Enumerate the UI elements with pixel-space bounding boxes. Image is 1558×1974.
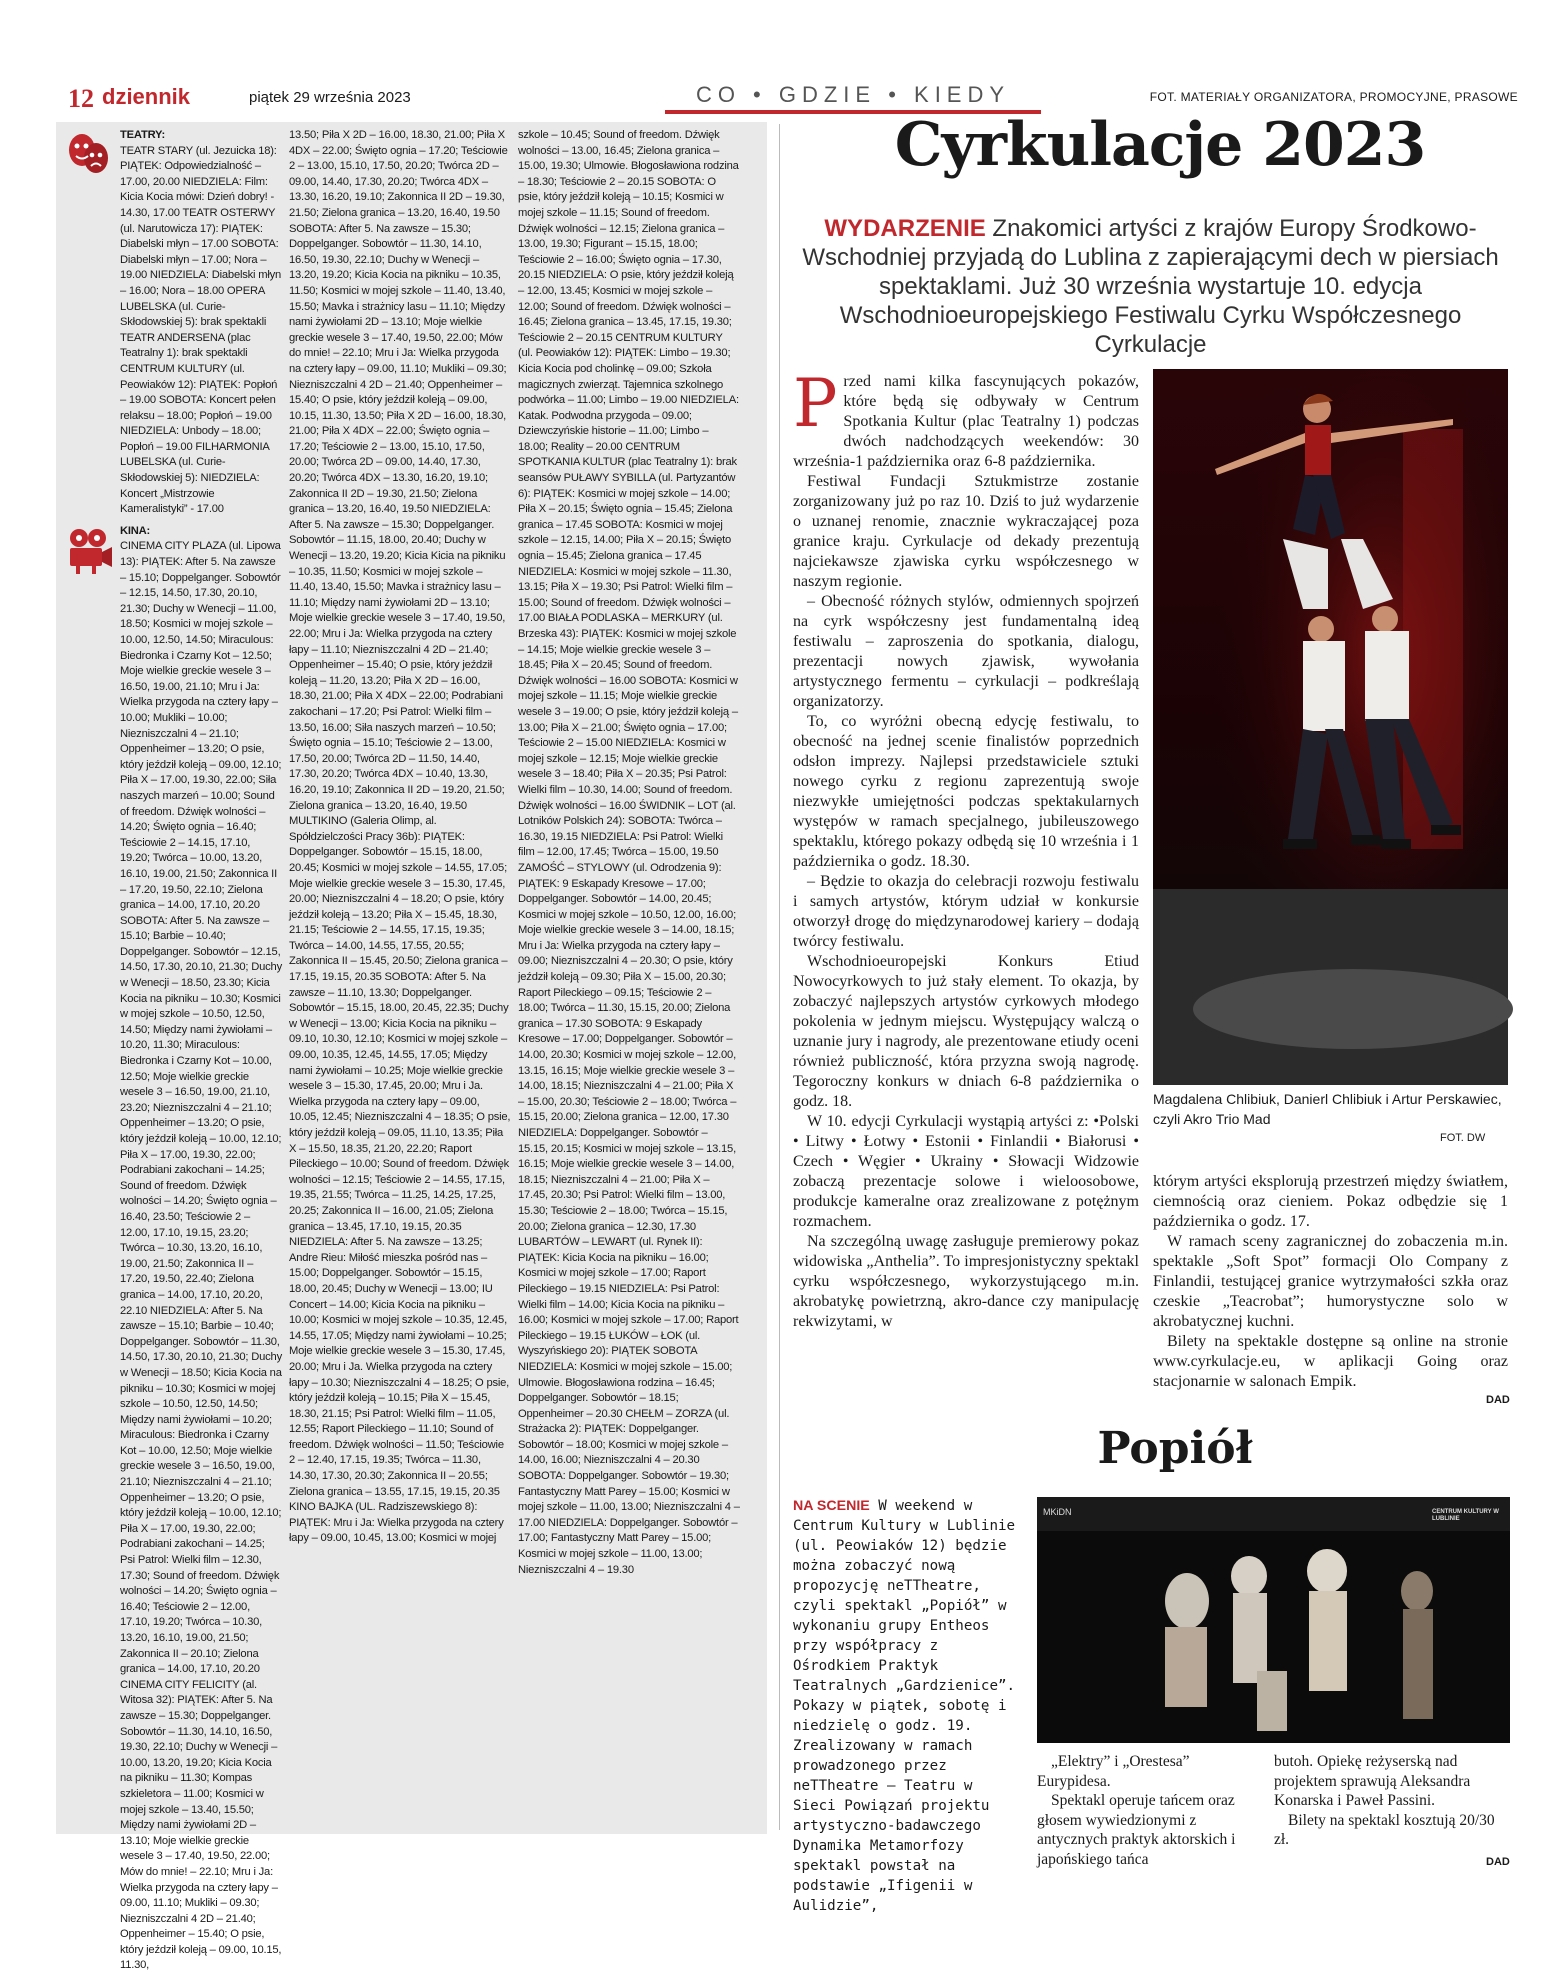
article-paragraph: którym artyści eksplorują przestrzeń między światłem, ciemnością oraz cieniem. Pokaz odbędzie się 1 października o godz. 17. (1153, 1173, 1508, 1230)
article-2-body (793, 1496, 1019, 1916)
acrobats-photo (1153, 369, 1508, 1085)
listings-column-1 (60, 128, 282, 1972)
article-paragraph: Bilety na spektakle dostępne są online na stronie www.cyrkulacje.eu, w aplikacji Going oraz stacjonarnie w salonach Empik. (1153, 1333, 1508, 1390)
article-2-body-col2 (1037, 1752, 1262, 1869)
article-2-paragraph: butoh. Opiekę reżyserską nad projektem sprawują Aleksandra Konarska i Paweł Passini. (1274, 1753, 1471, 1809)
article-paragraph: Festiwal Fundacji Sztukmistrze zostanie zorganizowany już po raz 10. Dziś to już wydarzenie o uznanej renomie, znacznie wykraczającej poza granice kraju. Cyrkulacje od dekady prezentują najciekawsze zjawiska cyrku współczesnego w naszym regionie. (793, 473, 1139, 590)
article-kicker: WYDARZENIE (824, 215, 986, 242)
newspaper-logo: dziennik (102, 84, 191, 109)
article-2-paragraph: NA SCENIE W weekend w Centrum Kultury w Lublinie (ul. Peowiaków 12) będzie można zobaczyć nową propozycję neTTheatre, czyli spektakl „Popiół” w wykonaniu grupy Entheos przy współpracy z Ośrodkiem Praktyk Teatralnych „Gardzienice”. Pokazy w piątek, sobotę i niedzielę o godz. 19. Zrealizowany w ramach prowadzonego przez neTTheatre – Teatru w Sieci Powiązań projektu artystyczno-badawczego Dynamika Metamorfozy spektakl powstał na podstawie „Ifigenii w Aulidzie”, (793, 1498, 1016, 1914)
article-paragraph: W 10. edycji Cyrkulacji wystąpią artyści z: •Polski • Litwy • Łotwy • Estonii • Finlandii • Białorusi • Czech • Węgier • Ukrainy • Słowacji Widzowie zobaczą prezentacje solowe i wieloosobowe, produkcje kameralne oraz zrealizowane z potężnym rozmachem. (793, 1113, 1139, 1230)
article-paragraph: Na szczególną uwagę zasługuje premierowy pokaz widowiska „Anthelia”. To impresjonistyczny spektakl cyrku współczesnego, wykorzystującego m.in. akrobatykę powietrzną, akro-dance czy manipulację rekwizytami, w (793, 1233, 1139, 1330)
listings-column-3: szkole – 10.45; Sound of freedom. Dźwięk wolności – 13.00, 16.45; Zielona granica – 15.00, 19.30; Ulmowie. Błogosławiona rodzina – 18.30; Teściowie 2 – 20.15 SOBOTA: O psie, który jeździł koleją – 10.15; Kosmici w mojej szkole – 11.15; Sound of freedom. Dźwięk wolności – 12.15; Zielona granica – 13.00, 19.30; Figurant – 15.15, 18.00; Teściowie 2 – 16.00; Święto ognia – 17.30, 20.15 NIEDZIELA: O psie, który jeździł koleją – 12.00, 13.45; Kosmici w mojej szkole – 12.00; Sound of freedom. Dźwięk wolności – 16.45; Zielona granica – 13.45, 17.15, 19.30; Teściowie 2 – 20.15 CENTRUM KULTURY (ul. Peowiaków 12): PIĄTEK: Limbo – 19.30; Kicia Kocia pod cholinkę – 09.00; Szkoła magicznych zwierząt. Tajemnica szkolnego podwórka – 11.00; Limbo – 19.00 NIEDZIELA: Katak. Podwodna przygoda – 09.00; Dziewczyńskie historie – 11.00; Limbo – 18.00; Reality – 20.00 CENTRUM SPOTKANIA KULTUR (plac Teatralny 1): brak seansów PUŁAWY SYBILLA (ul. Partyzantów 6): PIĄTEK: Kosmici w mojej szkole – 14.00; Piła X – 20.15; Święto ognia – 15.45; Zielona granica – 17.45 SOBOTA: Kosmici w mojej szkole – 12.15, 14.00; Piła X – 20.15; Święto ognia – 15.45; Zielona granica – 17.45 NIEDZIELA: Kosmici w mojej szkole – 11.30, 13.15; Piła X – 19.30; Psi Patrol: Wielki film – 15.00; Sound of freedom. Dźwięk wolności – 17.00 BIAŁA PODLASKA – MERKURY (ul. Brzeska 43): PIĄTEK: Kosmici w mojej szkole – 14.15; Moje wielkie greckie wesele 3 – 18.45; Piła X – 20.45; Sound of freedom. Dźwięk wolności – 16.00 SOBOTA: Kosmici w mojej szkole – 11.15; Moje wielkie greckie wesele 3 – 19.00; O psie, który jeździł koleją – 13.00; Piła X – 21.00; Święto ognia – 17.00; Teściowie 2 – 15.00 NIEDZIELA: Kosmici w mojej szkole – 12.15; Moje wielkie greckie wesele 3 – 18.40; Piła X – 20.35; Psi Patrol: Wielki film – 10.30, 14.00; Sound of freedom. Dźwięk wolności – 16.00 ŚWIDNIK – LOT (al. Lotników Polskich 24): SOBOTA: Twórca – 16.30, 19.15 NIEDZIELA: Psi Patrol: Wielki film – 12.00, 17.45; Twórca – 15.00, 19.50 ZAMOŚĆ – STYLOWY (ul. Odrodzenia 9): PIĄTEK: 9 Eskapady Kresowe – 17.00; Doppelganger. Sobowtór – 14.00, 20.45; Kosmici w mojej szkole – 10.50, 12.00, 16.00; Moje wielkie greckie wesele 3 – 14.00, 18.15; Mru i Ja: Wielka przygoda na cztery łapy – 09.00; Niezniszczalni 4 – 20.30; O psie, który jeździł koleją – 09.30; Piła X – 15.00, 20.30; Raport Pileckiego – 09.15; Teściowie 2 – 18.00; Twórca – 11.30, 15.15, 20.00; Zielona granica – 17.30 SOBOTA: 9 Eskapady Kresowe – 17.00; Doppelganger. Sobowtór – 14.00, 20.30; Kosmici w mojej szkole – 12.00, 13.15, 16.15; Moje wielkie greckie wesele 3 – 14.00, 18.15; Niezniszczalni 4 – 21.00; Piła X – 15.00, 20.30; Teściowie 2 – 18.00; Twórca – 15.15, 20.00; Zielona granica – 12.00, 17.30 NIEDZIELA: Doppelganger. Sobowtór – 15.15, 20.15; Kosmici w mojej szkole – 13.15, 16.15; Moje wielkie greckie wesele 3 – 14.00, 18.15; Niezniszczalni 4 – 21.00; Piła X – 17.45, 20.30; Psi Patrol: Wielki film – 13.00, 15.30; Teściowie 2 – 18.00; Twórca – 15.15, 20.00; Zielona granica – 12.30, 17.30 LUBARTÓW – LEWART (ul. Rynek II): PIĄTEK: Kicia Kocia na pikniku – 16.00; Kosmici w mojej szkole – 17.00; Raport Pileckiego – 19.15 NIEDZIELA: Psi Patrol: Wielki film – 14.00; Kicia Kocia na pikniku – 16.00; Kosmici w mojej szkole – 17.00; Raport Pileckiego – 19.15 ŁUKÓW – ŁOK (ul. Wyszyńskiego 20): PIĄTEK SOBOTA NIEDZIELA: Kosmici w mojej szkole – 15.00; Ulmowie. Błogosławiona rodzina – 16.45; Doppelganger. Sobowtór – 18.15; Oppenheimer – 20.30 CHEŁM – ZORZA (ul. Strażacka 2): PIĄTEK: Doppelganger. Sobowtór – 18.00; Kosmici w mojej szkole – 14.00, 16.00; Niezniszczalni 4 – 20.30 SOBOTA: Doppelganger. Sobowtór – 19.30; Fantastyczny Matt Parey – 15.00; Kosmici w mojej szkole – 11.00, 13.00; Niezniszczalni 4 – 17.00 NIEDZIELA: Doppelganger. Sobowtór – 17.00; Fantastyczny Matt Parey – 15.00; Kosmici w mojej szkole – 11.00, 13.00; Niezniszczalni 4 – 19.30 (518, 129, 740, 1576)
article-body (793, 365, 1139, 1332)
sponsor-banner (1037, 1497, 1510, 1531)
photo-credit: FOT. DW (1440, 1132, 1486, 1144)
film-projector-icon (64, 526, 114, 576)
listings-panel (56, 122, 767, 1972)
page-header (68, 82, 1518, 113)
drop-cap: P (793, 365, 838, 442)
article-paragraph: Wschodnioeuropejski Konkurs Etiud Nowocyrkowych to już stały element. To okazja, by zobaczyć najlepszych artystów cyrkowych młodego pokolenia w jednym miejscu. Występujący walczą o uznanie jury i nagrody, ale prezentowane etiudy oceni również publiczność, która przyzna swoją nagrodę. Tegoroczny konkurs w dniach 6-8 października o godz. 18. (793, 953, 1139, 1110)
cinemas-heading: KINA: (120, 524, 151, 537)
cinemas-listing: CINEMA CITY PLAZA (ul. Lipowa 13): PIĄTEK: After 5. Na zawsze – 15.10; Doppelganger. Sobowtór – 12.15, 14.50, 17.30, 20.10, 21.30; Duchy w Wenecji – 11.00, 18.50; Kosmici w mojej szkole – 10.00, 12.50, 14.50; Miraculous: Biedronka i Czarny Kot – 12.50; Moje wielkie greckie wesele 3 – 16.50, 19.00, 21.10; Mru i Ja: Wielka przygoda na cztery łapy – 10.00; Mukliki – 10.00; Niezniszczalni 4 – 21.10; Oppenheimer – 13.20; O psie, który jeździł koleją – 09.00, 12.10; Piła X – 17.00, 19.30, 22.00; Siła naszych marzeń – 10.00; Sound of freedom. Dźwięk wolności – 14.20; Święto ognia – 16.40; Teściowie 2 – 14.15, 17.10, 19.20; Twórca – 10.00, 13.20, 16.10, 19.00, 21.50; Zakonnica II – 17.20, 19.50, 22.10; Zielona granica – 14.00, 17.10, 20.20 SOBOTA: After 5. Na zawsze – 15.10; Barbie – 10.40; Doppelganger. Sobowtór – 12.15, 14.50, 17.30, 20.10, 21.30; Duchy w Wenecji – 18.50, 23.30; Kicia Kocia na pikniku – 10.30; Kosmici w mojej szkole – 10.50, 12.50, 14.50; Między nami żywiołami – 10.20, 11.30; Miraculous: Biedronka i Czarny Kot – 10.00, 12.50; Moje wielkie greckie wesele 3 – 16.50, 19.00, 21.10, 23.20; Niezniszczalni 4 – 21.10; Oppenheimer – 13.20; O psie, który jeździł koleją – 10.00, 12.10; Piła X – 17.00, 19.30, 22.00; Podrabiani zakochani – 14.25; Sound of freedom. Dźwięk wolności – 14.20; Święto ognia – 16.40, 23.50; Teściowie 2 – 12.00, 17.10, 19.15, 23.20; Twórca – 10.30, 13.20, 16.10, 19.00, 21.50; Zakonnica II – 17.20, 19.50, 22.40; Zielona granica – 14.00, 17.10, 20.20, 22.10 NIEDZIELA: After 5. Na zawsze – 15.10; Barbie – 10.40; Doppelganger. Sobowtór – 11.30, 14.50, 17.30, 20.10, 21.30; Duchy w Wenecji – 18.50; Kicia Kocia na pikniku – 10.30; Kosmici w mojej szkole – 10.50, 12.50, 14.50; Między nami żywiołami – 10.20; Miraculous: Biedronka i Czarny Kot – 10.00, 12.50; Moje wielkie greckie wesele 3 – 16.50, 19.00, 21.10; Niezniszczalni 4 – 21.10; Oppenheimer – 13.20; O psie, który jeździł koleją – 10.00, 12.10; Piła X – 17.00, 19.30, 22.00; Podrabiani zakochani – 14.25; Psi Patrol: Wielki film – 12.30, 17.30; Sound of freedom. Dźwięk wolności – 14.20; Święto ognia – 16.40; Teściowie 2 – 12.00, 17.10, 19.20; Twórca – 10.30, 13.20, 16.10, 19.00, 21.50; Zakonnica II – 20.10; Zielona granica – 14.00, 17.10, 20.20 CINEMA CITY FELICITY (al. Witosa 32): PIĄTEK: After 5. Na zawsze – 15.30; Doppelganger. Sobowtór – 11.30, 14.10, 16.50, 19.30, 22.10; Duchy w Wenecji – 10.00, 13.20, 19.20; Kicia Kocia na pikniku – 11.30; Kompas szkieletora – 11.00; Kosmici w mojej szkole – 13.40, 15.50; Między nami żywiołami 2D – 13.10; Moje wielkie greckie wesele 3 – 17.40, 19.50, 22.00; Mów do mnie! – 22.10; Mru i Ja: Wielka przygoda na cztery łapy – 09.00, 11.10; Mukliki – 09.30; Niezniszczalni 4 2D – 21.40; Oppenheimer – 15.40; O psie, który jeździł koleją – 09.00, 10.15, 11.30, (120, 540, 282, 1972)
article-2-body-col3 (1274, 1752, 1510, 1850)
article-paragraph: – Będzie to okazja do celebracji rozwoju festiwalu i samych artystów, którym udział w konkursie otworzył drogę do międzynarodowej kariery – dodają twórcy festiwalu. (793, 873, 1139, 950)
article-2-paragraph: Bilety na spektakl kosztują 20/30 zł. (1274, 1811, 1495, 1848)
popiol-photo (1037, 1497, 1510, 1743)
article-2-paragraph: Spektakl operuje tańcem oraz głosem wywiedzionymi z antycznych praktyk aktorskich i japońskiego tańca (1037, 1792, 1236, 1868)
article-title: Cyrkulacje 2023 (894, 110, 1426, 180)
article-paragraph: – Obecność różnych stylów, odmiennych spojrzeń na cyrk współczesny jest fundamentalną ideą festiwalu – zaproszenia do spotkania, dialogu, prezentacji nowych zjawisk, wywołania artystycznego fermentu – cyrkulacji – podkreślają organizatorzy. (793, 593, 1139, 710)
article-paragraph: To, co wyróżni obecną edycję festiwalu, to obecność na jednej scenie finalistów poprzednich odsłon imprezy. Najlepsi przedstawiciele sztuki nowego cyrku z regionu zaprezentują swoje niezwykłe umiejętności podczas spektakularnych występów w ramach specjalnego, jubileuszowego spektaklu, którego pokazy odbędą się 10 września i 1 października o godz. 18.30. (793, 713, 1139, 870)
sponsor-logo-right: CENTRUM KULTURY W LUBLINIE (1432, 1509, 1499, 1522)
listings-column-2: 13.50; Piła X 2D – 16.00, 18.30, 21.00; Piła X 4DX – 22.00; Święto ognia – 17.20; Teściowie 2 – 13.00, 15.10, 17.50, 20.20; Twórca 2D – 09.00, 14.40, 17.30, 20.20; Twórca 4DX – 13.30, 16.20, 19.10; Zakonnica II 2D – 19.30, 21.50; Zielona granica – 13.20, 16.40, 19.50 SOBOTA: After 5. Na zawsze – 15.30; Doppelganger. Sobowtór – 11.30, 14.10, 16.50, 19.30, 22.10; Duchy w Wenecji – 13.20, 19.20; Kicia Kocia na pikniku – 10.35, 11.50; Kosmici w mojej szkole – 11.40, 13.40, 15.50; Mavka i strażnicy lasu – 11.10; Między nami żywiołami 2D – 13.10; Moje wielkie greckie wesele 3 – 17.40, 19.50, 22.00; Mów do mnie! – 22.10; Mru i Ja: Wielka przygoda na cztery łapy – 09.00, 11.10; Mukliki – 09.30; Niezniszczalni 4 2D – 21.40; Oppenheimer – 15.40; O psie, który jeździł koleją – 09.00, 10.15, 11.30, 13.50; Piła X 2D – 16.00, 18.30, 21.00; Piła X 4DX – 22.00; Święto ognia – 17.20; Teściowie 2 – 13.00, 15.10, 17.50, 20.00; Twórca 2D – 09.00, 14.40, 17.30, 20.20; Twórca 4DX – 13.30, 16.20, 19.10; Zakonnica II 2D – 19.30, 21.50; Zielona granica – 13.20, 16.40, 19.50 NIEDZIELA: After 5. Na zawsze – 15.30; Doppelganger. Sobowtór – 11.15, 18.00, 20.40; Duchy w Wenecji – 13.20, 19.20; Kicia Kicia na pikniku – 10.35, 11.50; Kosmici w mojej szkole – 11.40, 13.40, 15.50; Mavka i strażnicy lasu – 11.10; Między nami żywiołami 2D – 13.10; Moje wielkie greckie wesele 3 – 17.40, 19.50, 22.00; Mru i Ja: Wielka przygoda na cztery łapy – 11.10; Niezniszczalni 4 2D – 21.40; Oppenheimer – 15.40; O psie, który jeździł koleją – 11.20, 13.20; Piła X 2D – 16.00, 18.30, 21.00; Piła X 4DX – 22.00; Podrabiani zakochani – 17.20; Psi Patrol: Wielki film – 13.50, 16.00; Siła naszych marzeń – 10.50; Święto ognia – 15.10; Teściowie 2 – 13.00, 17.50, 20.00; Twórca 2D – 11.50, 14.40, 17.30, 20.20; Twórca 4DX – 10.40, 13.30, 16.20, 19.10; Zakonnica II 2D – 19.20, 21.50; Zielona granica – 13.20, 16.40, 19.50 MULTIKINO (Galeria Olimp, al. Spółdzielczości Pracy 36b): PIĄTEK: Doppelganger. Sobowtór – 15.15, 18.00, 20.45; Kosmici w mojej szkole – 14.55, 17.05; Moje wielkie greckie wesele 3 – 15.30, 17.45, 20.00; Niezniszczalni 4 – 18.20; O psie, który jeździł koleją – 13.20; Piła X – 15.45, 18.30, 21.15; Teściowie 2 – 14.55, 17.15, 19.35; Twórca – 14.00, 14.55, 17.55, 20.55; Zakonnica II – 15.45, 20.50; Zielona granica – 17.15, 19.15, 20.35 SOBOTA: After 5. Na zawsze – 11.10, 13.30; Doppelganger. Sobowtór – 15.15, 18.00, 20.45, 22.35; Duchy w Wenecji – 13.00; Kicia Kocia na pikniku – 09.10, 10.30, 12.10; Kosmici w mojej szkole – 09.00, 10.35, 12.45, 14.55, 17.05; Między nami żywiołami – 10.25; Moje wielkie greckie wesele 3 – 15.30, 17.45, 20.00; Mru i Ja. Wielka przygoda na cztery łapy – 09.00, 10.05, 12.45; Niezniszczalni 4 – 18.35; O psie, który jeździł koleją – 09.05, 11.10, 13.35; Piła X – 15.50, 18.35, 21.20, 22.20; Raport Pileckiego – 10.00; Sound of freedom. Dźwięk wolności – 12.15; Teściowie 2 – 14.55, 17.15, 19.35, 21.55; Twórca – 11.25, 14.25, 17.25, 20.25; Zakonnica II – 16.00, 21.05; Zielona granica – 13.45, 17.10, 19.15, 20.35 NIEDZIELA: After 5. Na zawsze – 13.25; Andre Rieu: Miłość mieszka pośród nas – 15.00; Doppelganger. Sobowtór – 15.15, 18.00, 20.45; Duchy w Wenecji – 13.00; IU Concert – 14.00; Kicia Kocia na pikniku – 10.00; Kosmici w mojej szkole – 10.35, 12.45, 14.55, 17.05; Między nami żywiołami – 10.25; Moje wielkie greckie wesele 3 – 15.30, 17.45, 20.00; Mru i Ja. Wielka przygoda na cztery łapy – 10.30; Niezniszczalni 4 – 18.25; O psie, który jeździł koleją – 10.15; Piła X – 15.45, 18.30, 21.15; Psi Patrol: Wielki film – 11.05, 12.55; Raport Pileckiego – 11.10; Sound of freedom. Dźwięk wolności – 11.50; Teściowie 2 – 12.40, 17.15, 19.35; Twórca – 11.30, 14.30, 17.30, 20.30; Zakonnica II – 20.55; Zielona granica – 13.55, 17.15, 19.15, 20.35 KINO BAJKA (UL. Radziszewskiego 8): PIĄTEK: Mru i Ja: Wielka przygoda na cztery łapy – 09.00, 10.45, 13.00; Kosmici w mojej (289, 129, 511, 1545)
article-body-continued (1153, 1172, 1508, 1392)
article-2-title: Popiół (1097, 1423, 1253, 1474)
article-paragraph: Przed nami kilka fascynujących pokazów, które będą się odbywały w Centrum Spotkania Kultur (plac Teatralny 1) podczas dwóch nadchodzących weekendów: 30 września-1 października oraz 6-8 października. (793, 365, 1139, 470)
article-2-kicker: NA SCENIE (793, 1498, 870, 1514)
article-lead-text: Znakomici artyści z krajów Europy Środkowo-Wschodniej przyjadą do Lublina z zapierającymi dech w piersiach spektaklami. Już 30 września wystartuje 10. edycja Wschodnioeuropejskiego Festiwalu Cyrku Współczesnego Cyrkulacje (802, 215, 1499, 358)
article-paragraph: W ramach sceny zagranicznej do zobaczenia m.in. spektakle „Soft Spot” formacji Olo Company z Finlandii, testującej granice wytrzymałości szkła oraz czeskie „Teacrobat”; humorystyczne solo w akrobatycznej kuchni. (1153, 1233, 1508, 1330)
header-photo-credit: FOT. MATERIAŁY ORGANIZATORA, PROMOCYJNE, PRASOWE (1149, 90, 1518, 104)
theaters-listing: TEATR STARY (ul. Jezuicka 18): PIĄTEK: Odpowiedzialność – 17.00, 20.00 NIEDZIELA: Film: Kicia Kocia mówi: Dzień dobry! - 14.30, 17.00 TEATR OSTERWY (ul. Narutowicza 17): PIĄTEK: Diabelski młyn – 17.00 SOBOTA: Diabelski młyn – 17.00; Nora – 19.00 NIEDZIELA: Diabelski młyn – 16.00; Nora – 18.00 OPERA LUBELSKA (ul. Curie-Skłodowskiej 5): brak spektakli TEATR ANDERSENA (plac Teatralny 1): brak spektakli CENTRUM KULTURY (ul. Peowiaków 12): PIĄTEK: Popłoń – 19.00 SOBOTA: Koncert pełen relaksu – 18.00; Popłoń – 19.00 NIEDZIELA: Unbody – 18.00; Popłoń – 19.00 FILHARMONIA LUBELSKA (ul. Curie-Skłodowskiej 5): NIEDZIELA: Koncert „Mistrzowie Kameralistyki” - 17.00 (120, 144, 282, 516)
section-title: CO • GDZIE • KIEDY (695, 82, 1011, 107)
stage-scene (1037, 1531, 1510, 1743)
theater-masks-icon (64, 130, 114, 180)
column-divider (779, 124, 780, 1830)
theaters-section (60, 128, 282, 518)
page-number: 12 (68, 84, 94, 113)
article-lead (793, 214, 1508, 359)
article-signature: DAD (1486, 1394, 1510, 1406)
theaters-heading: TEATRY: (120, 129, 165, 141)
article-2-signature: DAD (1486, 1856, 1510, 1868)
cinemas-section (60, 524, 282, 1974)
photo-caption: Magdalena Chlibiuk, Danierl Chlibiuk i Artur Perskawiec, czyli Akro Trio Mad (1153, 1091, 1502, 1127)
article-2-paragraph: „Elektry” i „Orestesa” Eurypidesa. (1037, 1753, 1190, 1790)
issue-date: piątek 29 września 2023 (249, 89, 411, 106)
sponsor-logo-left: MKiDN (1043, 1507, 1072, 1517)
